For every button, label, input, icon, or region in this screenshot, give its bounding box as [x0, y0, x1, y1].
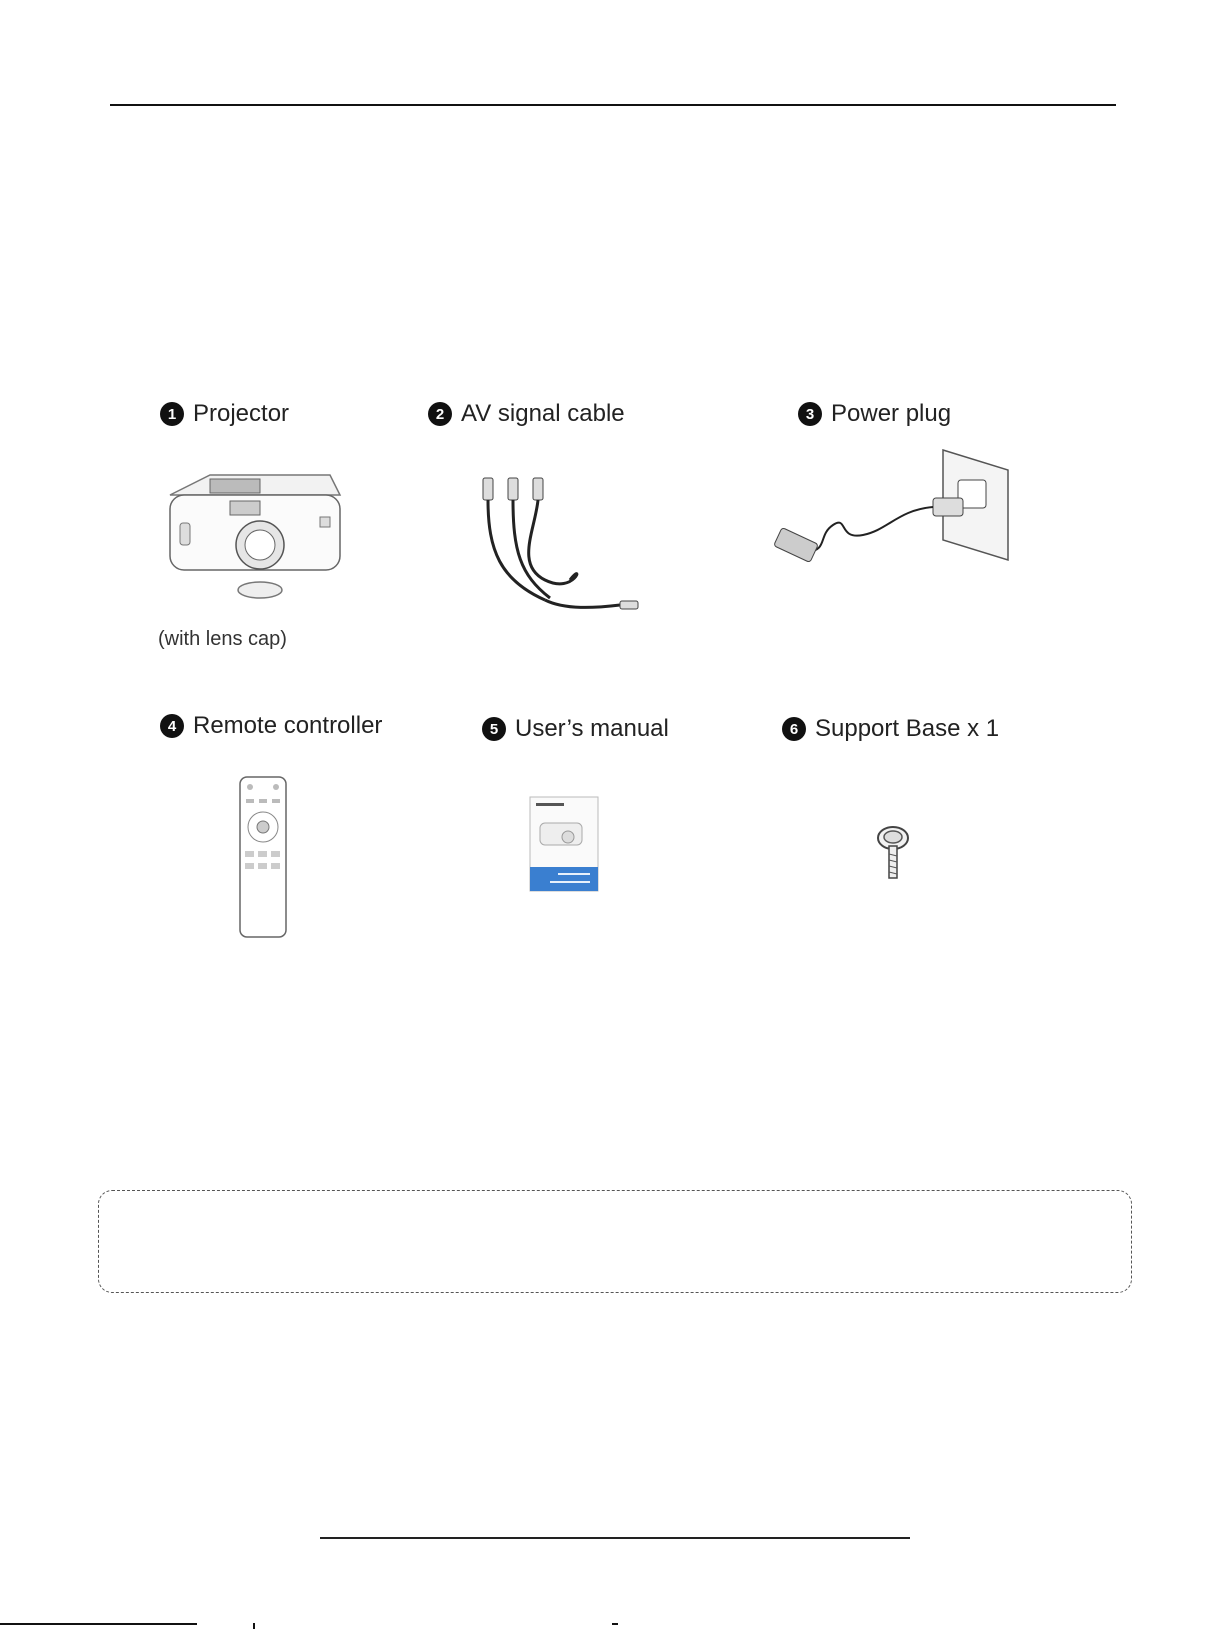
header-rule [110, 104, 1116, 106]
remote-icon [238, 775, 288, 940]
footer-mark [0, 1623, 197, 1625]
item-label: Projector [193, 400, 290, 427]
item-remote-title [160, 712, 382, 740]
item-label: Remote controller [193, 712, 383, 739]
item-label: AV signal cable [461, 400, 625, 427]
footer-tick [253, 1623, 255, 1629]
number-badge: 5 [482, 717, 506, 741]
item-av-cable-title [428, 400, 625, 428]
item-support-base-title [782, 715, 999, 743]
power-plug-icon [768, 440, 1018, 590]
number-badge: 1 [160, 402, 184, 426]
note-box [98, 1190, 1132, 1293]
manual-icon [528, 795, 600, 895]
number-badge: 3 [798, 402, 822, 426]
number-badge: 6 [782, 717, 806, 741]
projector-caption: (with lens cap) [158, 628, 287, 650]
number-badge: 4 [160, 714, 184, 738]
item-manual-title [482, 715, 669, 743]
av-cable-icon [455, 470, 650, 620]
footer-rule [320, 1537, 910, 1539]
footer-tick [612, 1623, 618, 1625]
item-label: User’s manual [515, 715, 669, 742]
item-label: Support Base x 1 [815, 715, 1000, 742]
projector-icon [160, 465, 360, 605]
support-base-icon [873, 822, 913, 882]
item-projector-title [160, 400, 289, 428]
number-badge: 2 [428, 402, 452, 426]
item-power-plug-title [798, 400, 951, 428]
item-label: Power plug [831, 400, 952, 427]
